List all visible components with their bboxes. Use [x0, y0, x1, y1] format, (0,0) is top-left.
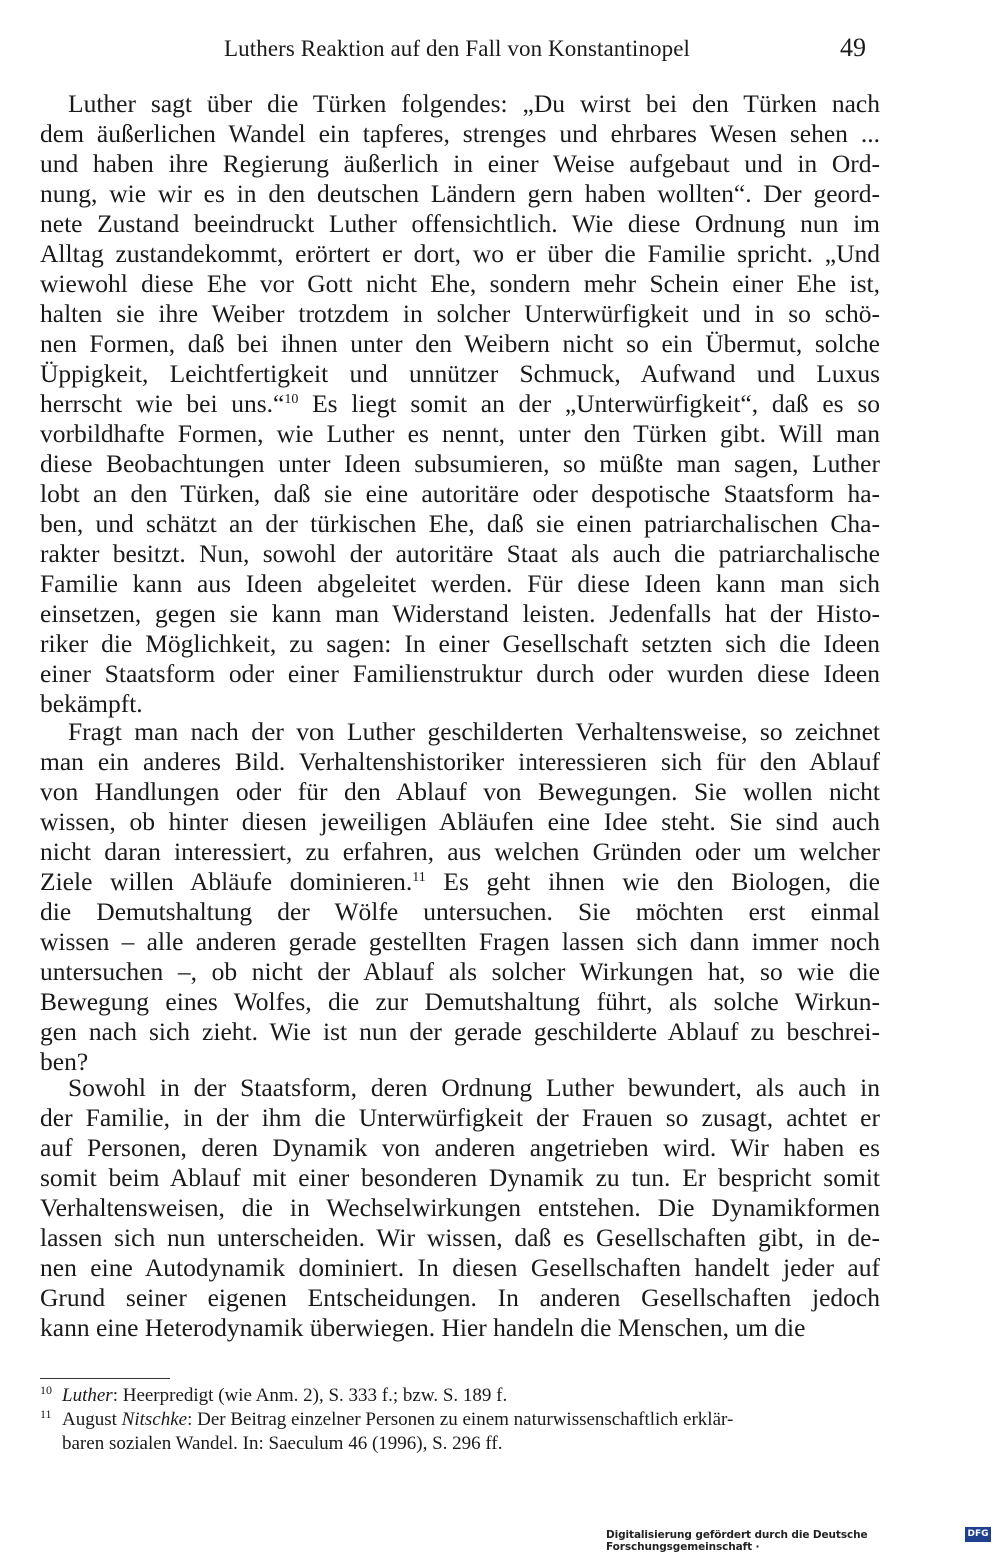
text-line [40, 239, 880, 269]
text-run: Bewegung eines Wolfes, die zur Demutshaltung führt, als solche Wirkun- [40, 987, 880, 1016]
text-run: kann eine Heterodynamik überwiegen. Hier handeln die Menschen, um die [40, 1313, 806, 1342]
text-line [40, 1193, 880, 1223]
footnote-separator [40, 1378, 170, 1379]
text-run: Luther sagt über die Türken folgendes: „Du wirst bei den Türken nach [68, 89, 880, 118]
text-run: vorbildhafte Formen, wie Luther es nennt, unter den Türken gibt. Will man [40, 419, 880, 448]
text-run: die Demutshaltung der Wölfe untersuchen. Sie möchten erst einmal [40, 897, 880, 926]
text-line [40, 629, 880, 659]
text-line [40, 1073, 880, 1103]
text-run: von Handlungen oder für den Ablauf von Bewegungen. Sie wollen nicht [40, 777, 880, 806]
text-run: untersuchen –, ob nicht der Ablauf als solcher Wirkungen hat, so wie die [40, 957, 880, 986]
text-run: herrscht wie bei uns.“ [40, 389, 285, 418]
text-run: lassen sich nun unterscheiden. Wir wissen, daß es Gesellschaften gibt, in de- [40, 1223, 880, 1252]
footnote-10: 10 Luther: Heerpredigt (wie Anm. 2), S. 333 f.; bzw. S. 189 f. [40, 1383, 508, 1406]
text-run: Grund seiner eigenen Entscheidungen. In anderen Gesellschaften jedoch [40, 1283, 880, 1312]
text-run: Üppigkeit, Leichtfertigkeit und unnützer Schmuck, Aufwand und Luxus [40, 359, 880, 388]
text-line [40, 569, 880, 599]
text-run: diese Beobachtungen unter Ideen subsumieren, so müßte man sagen, Luther [40, 449, 880, 478]
text-run: wiewohl diese Ehe vor Gott nicht Ehe, sondern mehr Schein einer Ehe ist, [40, 269, 880, 298]
text-run: gen nach sich zieht. Wie ist nun der gerade geschilderte Ablauf zu beschrei- [40, 1017, 880, 1046]
footnotes [40, 1384, 880, 1456]
text-line [40, 179, 880, 209]
text-line [40, 149, 880, 179]
text-line [40, 1253, 880, 1283]
running-title: Luthers Reaktion auf den Fall von Konstantinopel [224, 36, 690, 61]
text-line [40, 209, 880, 239]
text-run: somit beim Ablauf mit einer besonderen Dynamik zu tun. Er bespricht somit [40, 1163, 880, 1192]
text-run: einer Staatsform oder einer Familienstruktur durch oder wurden diese Ideen [40, 659, 880, 688]
text-run: nen eine Autodynamik dominiert. In diesen Gesellschaften handelt jeder auf [40, 1253, 880, 1282]
text-line [40, 1313, 880, 1343]
text-line [40, 867, 880, 897]
text-line [40, 807, 880, 837]
text-run: nicht daran interessiert, zu erfahren, aus welchen Gründen oder um welcher [40, 837, 880, 866]
text-line [40, 1163, 880, 1193]
text-run: Es liegt somit an der „Unterwürfigkeit“, daß es so [298, 389, 880, 418]
text-run: und haben ihre Regierung äußerlich in einer Weise aufgebaut und in Ord- [40, 149, 880, 178]
footnote-text: : Heerpredigt (wie Anm. 2), S. 333 f.; bzw. S. 189 f. [112, 1385, 508, 1406]
text-run: nung, wie wir es in den deutschen Ländern gern haben wollten“. Der geord- [40, 179, 880, 208]
page-number: 49 [840, 33, 866, 62]
text-line [40, 389, 880, 419]
text-run: wissen – alle anderen gerade gestellten Fragen lassen sich dann immer noch [40, 927, 880, 956]
text-run: einsetzen, gegen sie kann man Widerstand leisten. Jedenfalls hat der Histo- [40, 599, 880, 628]
text-run: riker die Möglichkeit, zu sagen: In einer Gesellschaft setzten sich die Ideen [40, 629, 880, 658]
text-run: Ziele willen Abläufe dominieren. [40, 867, 413, 896]
text-run: ben, und schätzt an der türkischen Ehe, daß sie einen patriarchalischen Cha- [40, 509, 880, 538]
footnote-author: Nitschke [121, 1409, 188, 1430]
text-line [40, 359, 880, 389]
footnote-reference: 11 [412, 870, 426, 885]
footnote-11: 11 August Nitschke: Der Beitrag einzelner Personen zu einem naturwissenschaftlich erklär- [40, 1407, 734, 1430]
text-line [40, 777, 880, 807]
text-line [40, 599, 880, 629]
footnote-reference: 10 [284, 392, 299, 407]
text-line [40, 539, 880, 569]
text-line [40, 927, 880, 957]
text-line [40, 717, 880, 747]
text-line [40, 1283, 880, 1313]
text-line [40, 1017, 880, 1047]
footnote-author: Luther [62, 1385, 113, 1406]
text-run: Sowohl in der Staatsform, deren Ordnung Luther bewundert, als auch in [68, 1073, 880, 1102]
text-line [40, 299, 880, 329]
text-run: Familie kann aus Ideen abgeleitet werden. Für diese Ideen kann man sich [40, 569, 880, 598]
text-run: Fragt man nach der von Luther geschilderten Verhaltensweise, so zeichnet [68, 717, 880, 746]
text-run: ben? [40, 1047, 89, 1076]
text-line [40, 479, 880, 509]
paragraph-3 [40, 1073, 880, 1343]
text-line [40, 659, 880, 689]
text-run: nete Zustand beeindruckt Luther offensichtlich. Wie diese Ordnung nun im [40, 209, 880, 238]
text-run: nen Formen, daß bei ihnen unter den Weibern nicht so ein Übermut, solche [40, 329, 880, 358]
text-run: Verhaltensweisen, die in Wechselwirkungen entstehen. Die Dynamikformen [40, 1193, 880, 1222]
text-run: wissen, ob hinter diesen jeweiligen Abläufen eine Idee steht. Sie sind auch [40, 807, 880, 836]
text-line [40, 1103, 880, 1133]
dfg-logo: DFG [965, 1527, 991, 1542]
text-line [40, 747, 880, 777]
text-run: auf Personen, deren Dynamik von anderen angetrieben wird. Wir haben es [40, 1133, 880, 1162]
text-run: bekämpft. [40, 689, 143, 718]
paragraph-1 [40, 89, 880, 719]
text-line [40, 329, 880, 359]
text-line [40, 897, 880, 927]
digitization-credit: Digitalisierung gefördert durch die Deutsche Forschungsgemeinschaft · [606, 1529, 868, 1553]
text-line [40, 837, 880, 867]
text-line [40, 957, 880, 987]
paragraph-2 [40, 717, 880, 1077]
text-run: lobt an den Türken, daß sie eine autoritäre oder despotische Staatsform ha- [40, 479, 880, 508]
text-line [40, 269, 880, 299]
text-line [40, 509, 880, 539]
text-line [40, 1223, 880, 1253]
text-run: Es geht ihnen wie den Biologen, die [425, 867, 880, 896]
text-run: halten sie ihre Weiber trotzdem in solcher Unterwürfigkeit und in so schö- [40, 299, 880, 328]
footnote-text: : Der Beitrag einzelner Personen zu einem naturwissenschaftlich erklär- [187, 1409, 734, 1430]
text-line [40, 987, 880, 1017]
footnote-11-continuation: baren sozialen Wandel. In: Saeculum 46 (1996), S. 296 ff. [62, 1433, 503, 1454]
text-line [40, 419, 880, 449]
text-run: rakter besitzt. Nun, sowohl der autoritäre Staat als auch die patriarchalische [40, 539, 880, 568]
text-line [40, 449, 880, 479]
text-run: Alltag zustandekommt, erörtert er dort, wo er über die Familie spricht. „Und [40, 239, 880, 268]
text-line [40, 689, 880, 719]
text-line [40, 119, 880, 149]
text-line [40, 89, 880, 119]
text-run: man ein anderes Bild. Verhaltenshistoriker interessieren sich für den Ablauf [40, 747, 880, 776]
footnote-prefix: August [62, 1409, 122, 1430]
text-run: dem äußerlichen Wandel ein tapferes, strenges und ehrbares Wesen sehen ... [40, 119, 880, 148]
text-line [40, 1133, 880, 1163]
text-run: der Familie, in der ihm die Unterwürfigkeit der Frauen so zusagt, achtet er [40, 1103, 880, 1132]
